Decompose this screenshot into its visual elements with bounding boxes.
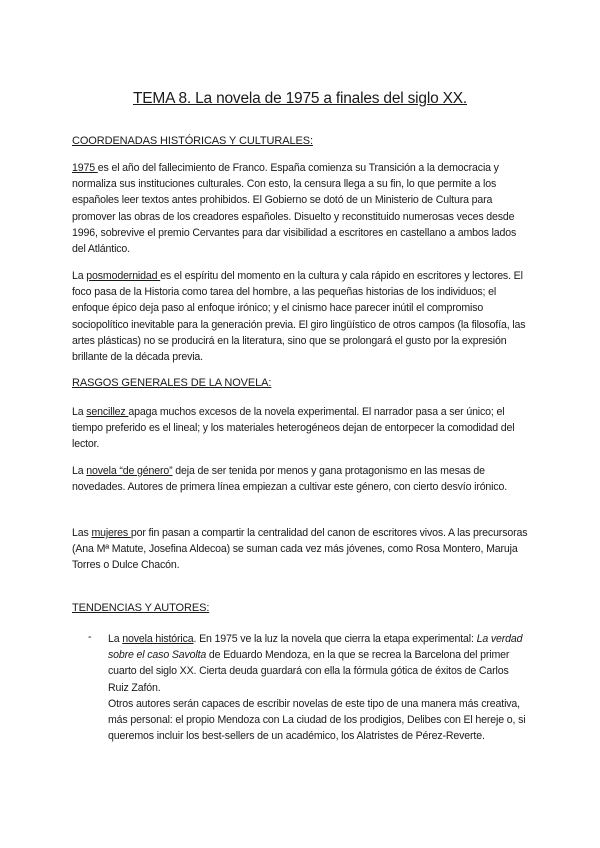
page-title: TEMA 8. La novela de 1975 a finales del siglo XX. bbox=[132, 90, 467, 107]
list-item-novela-historica bbox=[108, 631, 528, 744]
paragraph-prefix: La bbox=[72, 465, 87, 477]
term-novela-genero: novela “de género” bbox=[86, 465, 173, 477]
paragraph-posmodernidad bbox=[72, 268, 528, 365]
term-novela-historica: novela histórica bbox=[122, 633, 194, 645]
paragraph-text: apaga muchos excesos de la novela experimental. El narrador pasa a ser único; el tiempo preferido es el lineal; y los materiales heterogéneos dejan de entorpecer la comodidad del lector. bbox=[72, 406, 515, 451]
item-prefix: La bbox=[108, 633, 123, 645]
paragraph-1975 bbox=[72, 160, 528, 257]
term-mujeres: mujeres bbox=[91, 527, 131, 539]
paragraph-text: es el espíritu del momento en la cultura y cala rápido en escritores y lectores. El foco pasa de la Historia como tarea del hombre, a las pequeñas historias de los individuos; el enfoque épico deja paso al enfoque irónico; y el cinismo hace parecer inútil el compromiso sociopolítico inevitable para la generación previa. El giro lingüístico de otros campos (la filosofía, las artes plásticas) no se producirá en la literatura, sino que se prolongará el gusto por la expresión brillante de la década previa. bbox=[72, 270, 526, 364]
section-heading-rasgos: RASGOS GENERALES DE LA NOVELA: bbox=[72, 377, 272, 389]
paragraph-mujeres bbox=[72, 525, 528, 574]
paragraph-prefix: La bbox=[72, 270, 87, 282]
paragraph-sencillez bbox=[72, 404, 528, 453]
section-heading-tendencias: TENDENCIAS Y AUTORES: bbox=[72, 602, 210, 614]
term-sencillez: sencillez bbox=[86, 406, 129, 418]
paragraph-text: es el año del fallecimiento de Franco. España comienza su Transición a la democracia y normaliza sus instituciones culturales. Con esto, la censura llega a su fin, lo que permite a los españoles leer textos antes prohibidos. El Gobierno se dotó de un Ministerio de Cultura para promover las obras de los creadores españoles. Disuelto y reconstituido numerosas veces desde 1996, sobrevive el premio Cervantes para dar visibilidad a escritores en castellano a ambos lados del Atlántico. bbox=[72, 162, 517, 256]
paragraph-text: deja de ser tenida por menos y gana protagonismo en las mesas de novedades. Autores de primera línea empiezan a cultivar este género, con cierto desvío irónico. bbox=[72, 465, 508, 494]
item-text-3: Otros autores serán capaces de escribir novelas de este tipo de una manera más creativa, más personal: el propio Mendoza con La ciudad de los prodigios, Delibes con El hereje o, si queremos incluir los best-sellers de un académico, los Alatristes de Pérez-Reverte. bbox=[108, 697, 526, 743]
term-posmodernidad: posmodernidad bbox=[86, 270, 161, 282]
paragraph-novela-genero bbox=[72, 463, 528, 495]
paragraph-text: por fin pasan a compartir la centralidad del canon de escritores vivos. A las precursoras (Ana Mª Matute, Josefina Aldecoa) se suman cada vez más jóvenes, como Rosa Montero, Maruja Torres o Dulce Chacón. bbox=[72, 527, 528, 572]
list-bullet: - bbox=[88, 631, 92, 643]
term-1975: 1975 bbox=[72, 162, 98, 174]
section-heading-coordenadas: COORDENADAS HISTÓRICAS Y CULTURALES: bbox=[72, 135, 313, 147]
paragraph-prefix: La bbox=[72, 406, 87, 418]
item-text-1: . En 1975 ve la luz la novela que cierra la etapa experimental: bbox=[193, 633, 477, 645]
paragraph-prefix: Las bbox=[72, 527, 92, 539]
item-text-2: de Eduardo Mendoza, en la que se recrea la Barcelona del primer cuarto del siglo XX. Cierta deuda guardará con ella la fórmula gótica de éxitos de Carlos Ruiz Zafón. bbox=[108, 649, 510, 694]
book-title: La verdad sobre el caso Savolta bbox=[108, 633, 523, 662]
